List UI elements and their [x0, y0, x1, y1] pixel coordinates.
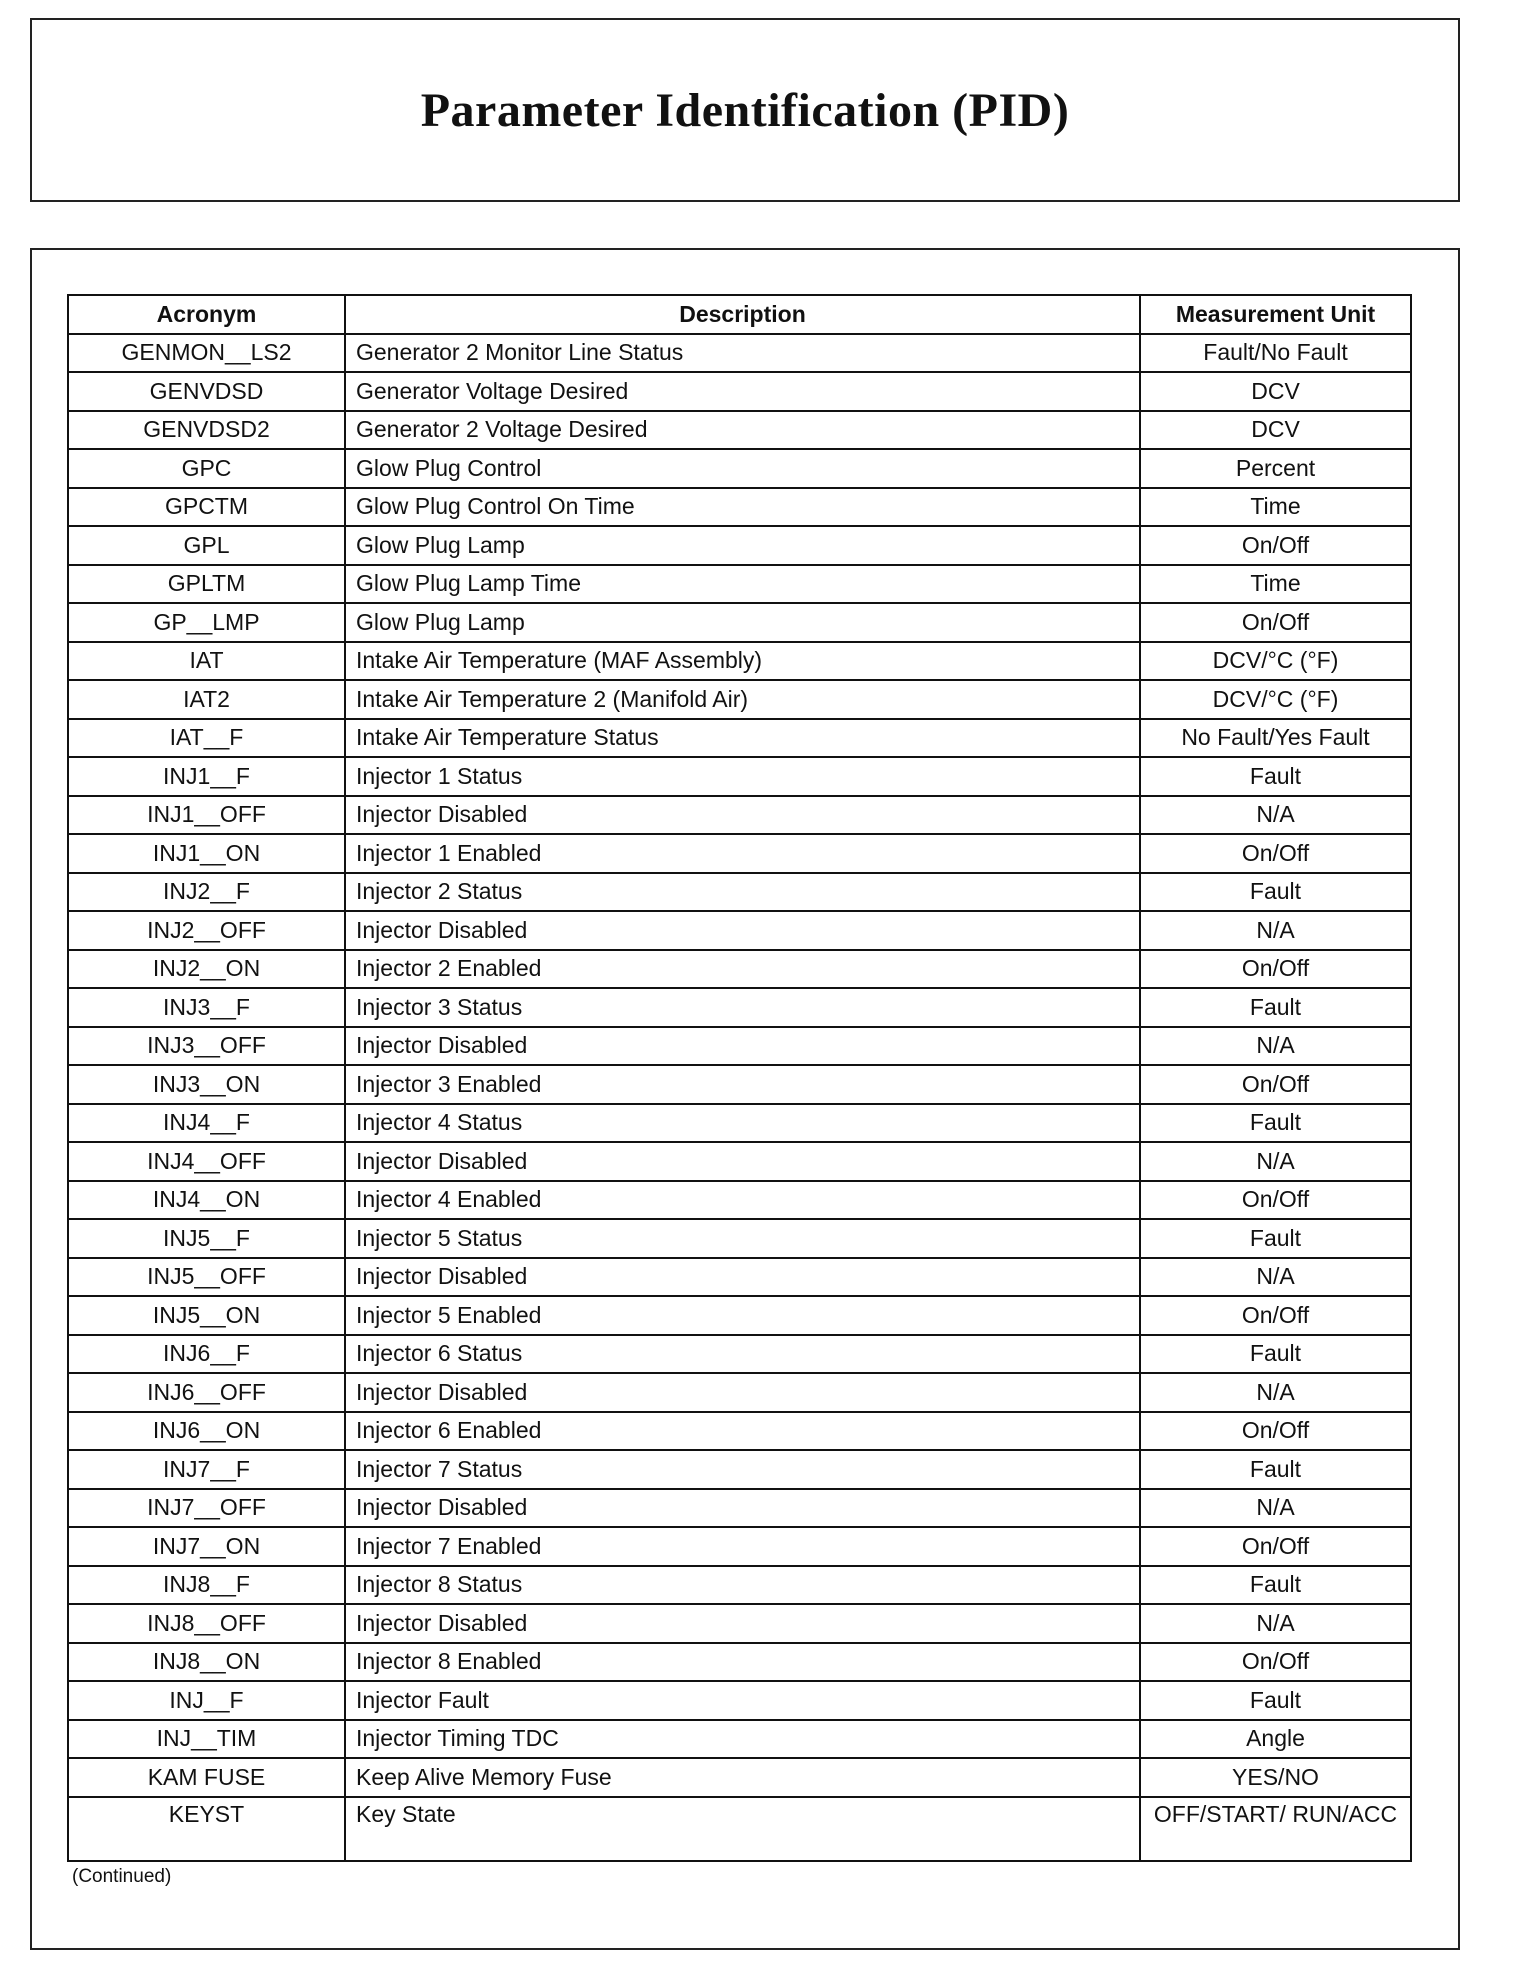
acronym-cell: GPCTM — [68, 488, 345, 527]
unit-cell: N/A — [1140, 1142, 1411, 1181]
description-cell: Key State — [345, 1797, 1140, 1861]
table-row — [68, 449, 1411, 488]
table-row — [68, 680, 1411, 719]
table-row — [68, 488, 1411, 527]
table-row — [68, 1181, 1411, 1220]
description-cell: Keep Alive Memory Fuse — [345, 1758, 1140, 1797]
unit-cell: On/Off — [1140, 1296, 1411, 1335]
acronym-cell: IAT2 — [68, 680, 345, 719]
table-row — [68, 1489, 1411, 1528]
acronym-cell: INJ4__F — [68, 1104, 345, 1143]
unit-cell: Fault — [1140, 1450, 1411, 1489]
description-cell: Injector 4 Enabled — [345, 1181, 1140, 1220]
page-title: Parameter Identification (PID) — [420, 83, 1070, 137]
unit-cell: Fault — [1140, 988, 1411, 1027]
description-cell: Glow Plug Lamp Time — [345, 565, 1140, 604]
unit-cell: N/A — [1140, 1258, 1411, 1297]
description-cell: Injector 3 Enabled — [345, 1065, 1140, 1104]
unit-cell: YES/NO — [1140, 1758, 1411, 1797]
acronym-cell: IAT__F — [68, 719, 345, 758]
acronym-cell: INJ8__ON — [68, 1643, 345, 1682]
table-row — [68, 834, 1411, 873]
header-description: Description — [345, 295, 1140, 334]
acronym-cell: GPL — [68, 526, 345, 565]
unit-cell: Time — [1140, 565, 1411, 604]
acronym-cell: INJ4__OFF — [68, 1142, 345, 1181]
table-row — [68, 1373, 1411, 1412]
table-row — [68, 1450, 1411, 1489]
acronym-cell: INJ1__OFF — [68, 796, 345, 835]
acronym-cell: IAT — [68, 642, 345, 681]
description-cell: Injector Disabled — [345, 1142, 1140, 1181]
description-cell: Injector Disabled — [345, 1489, 1140, 1528]
description-cell: Injector 4 Status — [345, 1104, 1140, 1143]
table-row — [68, 642, 1411, 681]
description-cell: Intake Air Temperature (MAF Assembly) — [345, 642, 1140, 681]
table-row — [68, 411, 1411, 450]
unit-cell: N/A — [1140, 1027, 1411, 1066]
unit-cell: Time — [1140, 488, 1411, 527]
table-row — [68, 1758, 1411, 1797]
description-cell: Injector 3 Status — [345, 988, 1140, 1027]
description-cell: Injector 1 Status — [345, 757, 1140, 796]
table-row — [68, 1027, 1411, 1066]
acronym-cell: INJ2__ON — [68, 950, 345, 989]
acronym-cell: INJ7__OFF — [68, 1489, 345, 1528]
pid-table — [67, 294, 1412, 1862]
description-cell: Injector 7 Status — [345, 1450, 1140, 1489]
acronym-cell: INJ1__ON — [68, 834, 345, 873]
table-row — [68, 1142, 1411, 1181]
table-row — [68, 1527, 1411, 1566]
table-frame — [30, 248, 1460, 1950]
unit-cell: No Fault/Yes Fault — [1140, 719, 1411, 758]
description-cell: Injector 6 Status — [345, 1335, 1140, 1374]
unit-cell: On/Off — [1140, 950, 1411, 989]
table-row — [68, 950, 1411, 989]
title-box — [30, 18, 1460, 202]
description-cell: Injector Disabled — [345, 796, 1140, 835]
description-cell: Injector 5 Enabled — [345, 1296, 1140, 1335]
unit-cell: On/Off — [1140, 603, 1411, 642]
description-cell: Glow Plug Lamp — [345, 526, 1140, 565]
acronym-cell: INJ6__ON — [68, 1412, 345, 1451]
acronym-cell: INJ3__ON — [68, 1065, 345, 1104]
unit-cell: Percent — [1140, 449, 1411, 488]
description-cell: Glow Plug Control On Time — [345, 488, 1140, 527]
unit-cell: N/A — [1140, 1489, 1411, 1528]
acronym-cell: GP__LMP — [68, 603, 345, 642]
acronym-cell: INJ__TIM — [68, 1720, 345, 1759]
acronym-cell: INJ7__F — [68, 1450, 345, 1489]
unit-cell: On/Off — [1140, 1181, 1411, 1220]
table-row — [68, 988, 1411, 1027]
acronym-cell: GPLTM — [68, 565, 345, 604]
description-cell: Injector 6 Enabled — [345, 1412, 1140, 1451]
acronym-cell: INJ2__F — [68, 873, 345, 912]
description-cell: Generator Voltage Desired — [345, 372, 1140, 411]
unit-cell: DCV/°C (°F) — [1140, 642, 1411, 681]
acronym-cell: INJ5__OFF — [68, 1258, 345, 1297]
description-cell: Glow Plug Control — [345, 449, 1140, 488]
description-cell: Injector Disabled — [345, 911, 1140, 950]
acronym-cell: GPC — [68, 449, 345, 488]
table-row — [68, 1258, 1411, 1297]
table-row — [68, 1065, 1411, 1104]
table-row — [68, 1720, 1411, 1759]
unit-cell: On/Off — [1140, 1643, 1411, 1682]
description-cell: Injector 7 Enabled — [345, 1527, 1140, 1566]
description-cell: Generator 2 Monitor Line Status — [345, 334, 1140, 373]
unit-cell: Fault — [1140, 1219, 1411, 1258]
table-row — [68, 1219, 1411, 1258]
unit-cell: Angle — [1140, 1720, 1411, 1759]
continued-note: (Continued) — [72, 1866, 172, 1887]
description-cell: Injector 8 Enabled — [345, 1643, 1140, 1682]
unit-cell: DCV — [1140, 372, 1411, 411]
table-row — [68, 372, 1411, 411]
unit-cell: On/Off — [1140, 1065, 1411, 1104]
acronym-cell: INJ1__F — [68, 757, 345, 796]
acronym-cell: GENVDSD2 — [68, 411, 345, 450]
description-cell: Injector Timing TDC — [345, 1720, 1140, 1759]
unit-cell: On/Off — [1140, 526, 1411, 565]
acronym-cell: INJ8__F — [68, 1566, 345, 1605]
unit-cell: Fault — [1140, 1104, 1411, 1143]
table-row — [68, 719, 1411, 758]
table-row — [68, 1604, 1411, 1643]
table-row — [68, 1412, 1411, 1451]
header-acronym: Acronym — [68, 295, 345, 334]
description-cell: Intake Air Temperature Status — [345, 719, 1140, 758]
unit-cell: DCV/°C (°F) — [1140, 680, 1411, 719]
description-cell: Injector Disabled — [345, 1258, 1140, 1297]
table-row — [68, 334, 1411, 373]
unit-cell: Fault — [1140, 873, 1411, 912]
table-row — [68, 1681, 1411, 1720]
acronym-cell: INJ2__OFF — [68, 911, 345, 950]
description-cell: Intake Air Temperature 2 (Manifold Air) — [345, 680, 1140, 719]
unit-cell: OFF/START/ RUN/ACC — [1140, 1797, 1411, 1861]
unit-cell: N/A — [1140, 1604, 1411, 1643]
table-row — [68, 911, 1411, 950]
acronym-cell: INJ__F — [68, 1681, 345, 1720]
table-row — [68, 1566, 1411, 1605]
unit-cell: Fault/No Fault — [1140, 334, 1411, 373]
table-row — [68, 1335, 1411, 1374]
table-row — [68, 1643, 1411, 1682]
unit-cell: On/Off — [1140, 1412, 1411, 1451]
description-cell: Injector 2 Status — [345, 873, 1140, 912]
acronym-cell: GENVDSD — [68, 372, 345, 411]
unit-cell: Fault — [1140, 1335, 1411, 1374]
acronym-cell: KAM FUSE — [68, 1758, 345, 1797]
unit-cell: N/A — [1140, 911, 1411, 950]
table-row — [68, 526, 1411, 565]
table-row — [68, 1296, 1411, 1335]
unit-cell: Fault — [1140, 757, 1411, 796]
table-row — [68, 757, 1411, 796]
description-cell: Injector 8 Status — [345, 1566, 1140, 1605]
unit-cell: N/A — [1140, 1373, 1411, 1412]
acronym-cell: INJ4__ON — [68, 1181, 345, 1220]
table-row — [68, 1104, 1411, 1143]
description-cell: Injector Disabled — [345, 1604, 1140, 1643]
header-unit: Measurement Unit — [1140, 295, 1411, 334]
table-header-row — [68, 295, 1411, 334]
table-row — [68, 1797, 1411, 1861]
description-cell: Injector 1 Enabled — [345, 834, 1140, 873]
table-row — [68, 603, 1411, 642]
table-body — [68, 334, 1411, 1861]
acronym-cell: INJ8__OFF — [68, 1604, 345, 1643]
acronym-cell: INJ5__F — [68, 1219, 345, 1258]
unit-cell: On/Off — [1140, 834, 1411, 873]
description-cell: Generator 2 Voltage Desired — [345, 411, 1140, 450]
description-cell: Injector Fault — [345, 1681, 1140, 1720]
description-cell: Injector Disabled — [345, 1373, 1140, 1412]
unit-cell: Fault — [1140, 1566, 1411, 1605]
description-cell: Injector Disabled — [345, 1027, 1140, 1066]
acronym-cell: KEYST — [68, 1797, 345, 1861]
acronym-cell: INJ3__OFF — [68, 1027, 345, 1066]
acronym-cell: INJ3__F — [68, 988, 345, 1027]
unit-cell: Fault — [1140, 1681, 1411, 1720]
description-cell: Injector 5 Status — [345, 1219, 1140, 1258]
acronym-cell: INJ6__OFF — [68, 1373, 345, 1412]
unit-cell: On/Off — [1140, 1527, 1411, 1566]
unit-cell: DCV — [1140, 411, 1411, 450]
unit-cell: N/A — [1140, 796, 1411, 835]
table-row — [68, 873, 1411, 912]
acronym-cell: INJ5__ON — [68, 1296, 345, 1335]
description-cell: Injector 2 Enabled — [345, 950, 1140, 989]
acronym-cell: INJ7__ON — [68, 1527, 345, 1566]
table-row — [68, 796, 1411, 835]
acronym-cell: INJ6__F — [68, 1335, 345, 1374]
description-cell: Glow Plug Lamp — [345, 603, 1140, 642]
acronym-cell: GENMON__LS2 — [68, 334, 345, 373]
table-row — [68, 565, 1411, 604]
